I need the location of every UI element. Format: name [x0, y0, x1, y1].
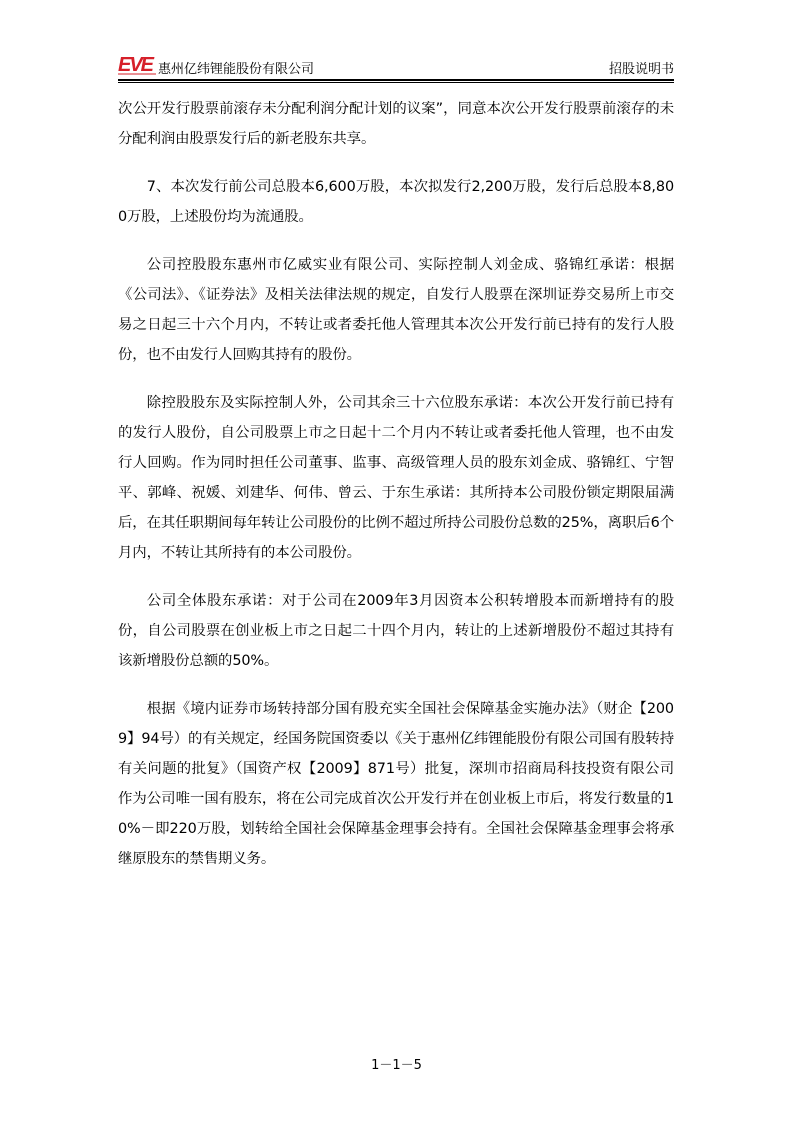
body-text: [118, 94, 674, 892]
header-rule: [118, 79, 674, 81]
paragraph-share-capital: 7、本次发行前公司总股本6,600万股，本次拟发行2,200万股，发行后总股本8,800万股，上述股份均为流通股。: [118, 179, 674, 225]
page-header: [118, 50, 674, 80]
logo-text: EVE: [118, 54, 153, 76]
header-rule-thin: [118, 82, 674, 83]
company-name: 惠州亿纬锂能股份有限公司: [158, 62, 315, 77]
document-type: 招股说明书: [608, 62, 674, 77]
paragraph-other-shareholders-commitment: 除控股股东及实际控制人外，公司其余三十六位股东承诺：本次公开发行前已持有的发行人股份，自公司股票上市之日起十二个月内不转让或者委托他人管理，也不由发行人回购。作为同时担任公司董事、监事、高级管理人员的股东刘金成、骆锦红、宁智平、郭峰、祝媛、刘建华、何伟、曾云、于东生承诺：其所持本公司股份锁定期限届满后，在其任职期间每年转让公司股份的比例不超过所持公司股份总数的25%，离职后6个月内，不转让其所持有的本公司股份。: [118, 395, 674, 561]
company-logo: [118, 52, 158, 76]
paragraph-all-shareholders-commitment: 公司全体股东承诺：对于公司在2009年3月因资本公积转增股本而新增持有的股份，自公司股票在创业板上市之日起二十四个月内，转让的上述新增股份不超过其持有该新增股份总额的50%。: [118, 593, 674, 669]
paragraph-continuation: 次公开发行股票前滚存未分配利润分配计划的议案”，同意本次公开发行股票前滚存的未分配利润由股票发行后的新老股东共享。: [118, 101, 674, 147]
paragraph-controlling-shareholder-commitment: 公司控股股东惠州市亿威实业有限公司、实际控制人刘金成、骆锦红承诺：根据《公司法》、《证券法》及相关法律法规的规定，自发行人股票在深圳证券交易所上市交易之日起三十六个月内，不转让或者委托他人管理其本次公开发行前已持有的发行人股份，也不由发行人回购其持有的股份。: [118, 257, 674, 363]
paragraph-state-share-transfer: 根据《境内证券市场转持部分国有股充实全国社会保障基金实施办法》（财企【2009】94号）的有关规定，经国务院国资委以《关于惠州亿纬锂能股份有限公司国有股转持有关问题的批复》（国资产权【2009】871号）批复，深圳市招商局科技投资有限公司作为公司唯一国有股东，将在公司完成首次公开发行并在创业板上市后，将发行数量的10%－即220万股，划转给全国社会保障基金理事会持有。全国社会保障基金理事会将承继原股东的禁售期义务。: [118, 701, 674, 867]
page-number: 1－1－5: [371, 1058, 422, 1073]
